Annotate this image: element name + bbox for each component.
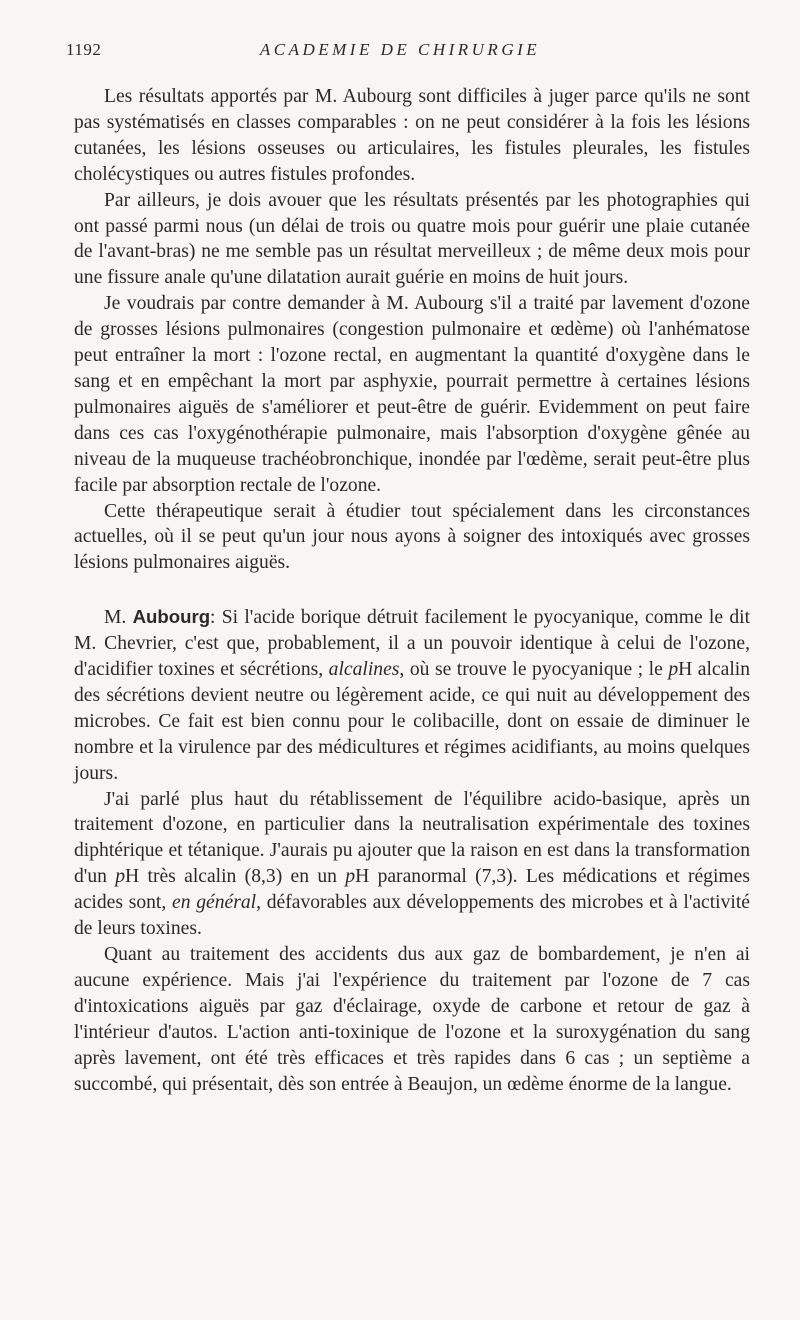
page-number: 1192	[66, 40, 102, 59]
ph-symbol: p	[345, 866, 356, 888]
reply-paragraph	[74, 604, 750, 786]
italic-term: en général	[172, 892, 257, 914]
paragraph: Quant au traitement des accidents dus aux gaz de bombardement, je n'en ai aucune expérience. Mais j'ai l'expérience du traitement par l'ozone de 7 cas d'intoxications aiguës par gaz d'éclairage, oxyde de carbone et retour de gaz à l'intérieur d'autos. L'action anti-toxinique de l'ozone et la suroxygénation du sang après lavement, ont été très efficaces et très rapides dans 6 cas ; un septième a succombé, qui présentait, dès son entrée à Beaujon, un œdème énorme de la langue.	[74, 944, 750, 1095]
paragraph: Par ailleurs, je dois avouer que les résultats présentés par les photographies qui ont passé parmi nous (un délai de trois ou quatre mois pour guérir une plaie cutanée de l'avant-bras) ne me semble pas un résultat merveilleux ; de même deux mois pour une fissure anale qu'une dilatation aurait guérie en moins de huit jours.	[74, 189, 750, 289]
page-header	[66, 40, 734, 64]
reply-text: Si l'acide borique détruit facilement le pyocyanique, comme le dit M. Chevrier, c'est que, probablement, il a un pouvoir identique à celui de l'ozone, d'acidifier toxines et sécrétions,	[74, 607, 751, 681]
ph-symbol: p	[115, 866, 126, 888]
speaker-prefix: M.	[104, 607, 127, 629]
body-text	[74, 84, 750, 1097]
running-head: ACADEMIE DE CHIRURGIE	[259, 40, 541, 59]
paragraph-text: J'ai parlé plus haut du rétablissement de l'équilibre acido-basique, après un traitement d'ozone, en particulier dans la neutralisation expérimentale des toxines diphtérique et tétanique. J'aurais pu ajouter que la raison en est dans la transformation d'un	[74, 788, 750, 888]
ph-symbol: p	[668, 659, 679, 681]
reply-text: , où se trouve le pyocyanique ; le	[399, 659, 663, 681]
paragraph: Les résultats apportés par M. Aubourg sont difficiles à juger parce qu'ils ne sont pas systématisés en classes comparables : on ne peut considérer à la fois les lésions cutanées, les lésions osseuses ou articulaires, les fistules pleurales, les fistules cholécystiques ou autres fistules profondes.	[74, 86, 750, 185]
paragraph-text: H paranormal (7,3). Les médications et régimes acides sont,	[74, 866, 750, 914]
italic-term: alcalines	[328, 659, 400, 681]
speaker-colon: :	[210, 607, 216, 629]
reply-text: H alcalin des sécrétions devient neutre ou légèrement acide, ce qui nuit au développement des microbes. Ce fait est bien connu pour le colibacille, dont on essaie de diminuer le nombre et la virulence par des médicultures et régimes acidifiants, au moins quelques jours.	[74, 659, 750, 784]
speaker-name: Aubourg	[132, 606, 211, 628]
paragraph-text: H très alcalin (8,3) en un	[125, 866, 337, 888]
paragraph	[74, 787, 750, 942]
paragraph: Je voudrais par contre demander à M. Aubourg s'il a traité par lavement d'ozone de grosses lésions pulmonaires (congestion pulmonaire et œdème) où l'anhématose peut entraîner la mort : l'ozone rectal, en augmentant la quantité d'oxygène dans le sang et en empêchant la mort par asphyxie, pourrait permettre à certaines lésions pulmonaires aiguës de s'améliorer et peut-être de guérir. Evidemment on peut faire dans ces cas l'oxygénothérapie pulmonaire, mais l'absorption d'oxygène gênée au niveau de la muqueuse trachéobronchique, inondée par l'œdème, serait peut-être plus facile par absorption rectale de l'ozone.	[74, 293, 750, 496]
paragraph-text: , défavorables aux développements des microbes et à l'activité de leurs toxines.	[74, 892, 751, 940]
paragraph: Cette thérapeutique serait à étudier tout spécialement dans les circonstances actuelles, où il se peut qu'un jour nous ayons à soigner des intoxiqués avec grosses lésions pulmonaires aiguës.	[74, 500, 750, 574]
